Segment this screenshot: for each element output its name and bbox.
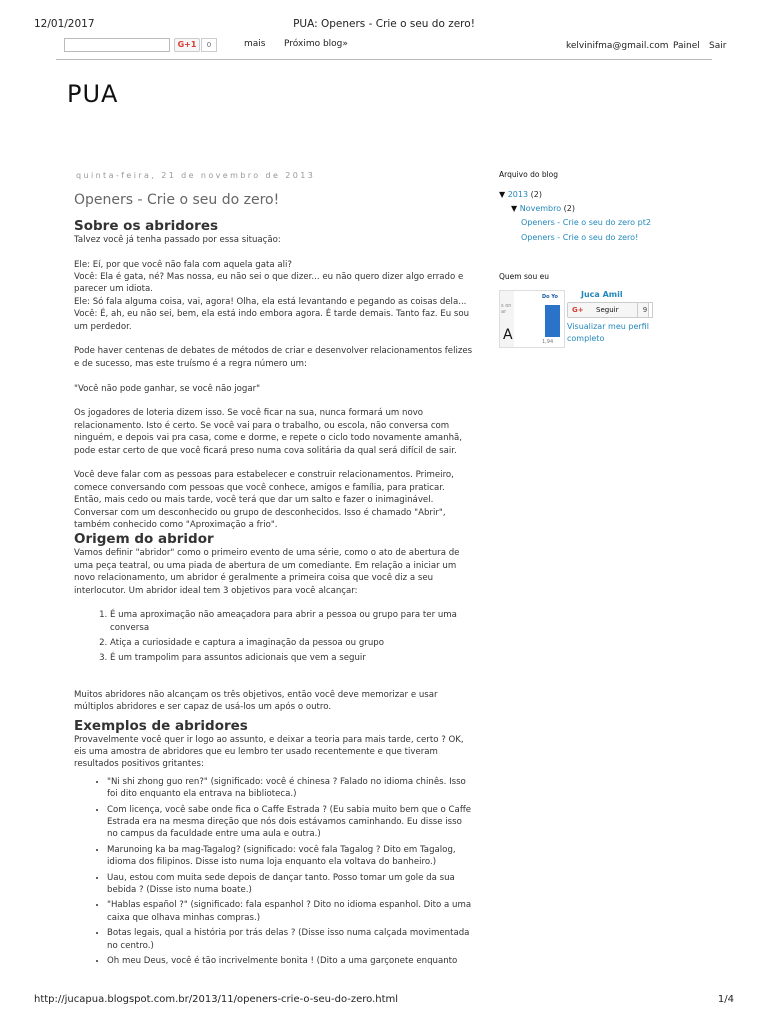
print-header	[34, 18, 734, 32]
paragraph: Provavelmente você quer ir logo ao assunto, e deixar a teoria para mais tarde, certo ? OK, eis uma amostra de abridores que eu lembro ter usado recentemente e que tiveram resultados positivos gritantes:	[74, 734, 464, 770]
blogger-navbar	[56, 36, 727, 56]
triangle-down-icon[interactable]: ▼	[499, 190, 506, 199]
gplus-count: 0	[201, 38, 217, 52]
archive-month-link[interactable]: Novembro	[519, 204, 562, 213]
archive-month-count: (2)	[563, 204, 576, 213]
archive-year-link[interactable]: 2013	[507, 190, 529, 199]
next-blog-link[interactable]: Próximo blog»	[284, 39, 348, 49]
list-item: • Uau, estou com muita sede depois de dançar tanto. Posso tomar um gole da sua bebida ? (Disse isto numa boate.)	[107, 872, 474, 897]
paragraph: Você deve falar com as pessoas para estabelecer e construir relacionamentos. Primeiro, comece conversando com pessoas que você conhece, amigos e família, para praticar. Então, mais cedo ou mais tarde, você terá que dar um salto e fazer o inimaginável. Conversar com um desconhecido ou grupo de desconhecidos. Isso é chamado "Abrir", também conhecido como "Aproximação a frio".	[74, 470, 454, 531]
print-footer	[34, 994, 734, 1008]
sign-out-link[interactable]: Sair	[709, 41, 727, 51]
follower-count: 9	[637, 302, 653, 318]
navbar-divider	[56, 59, 712, 60]
print-url: http://jucapua.blogspot.com.br/2013/11/openers-crie-o-seu-do-zero.html	[34, 994, 399, 1005]
more-link[interactable]: mais	[244, 39, 266, 49]
post-body	[74, 170, 474, 970]
print-page-number: 1/4	[717, 994, 734, 1005]
view-profile-link[interactable]: Visualizar meu perfil completo	[567, 322, 649, 343]
search-input[interactable]	[64, 38, 170, 52]
print-date: 12/01/2017	[34, 18, 95, 30]
profile-name-link[interactable]: Juca Amil	[581, 290, 623, 299]
list-item: 2. Atiça a curiosidade e captura a imaginação da pessoa ou grupo	[110, 637, 474, 649]
objectives-list	[74, 609, 474, 665]
list-item: • Oh meu Deus, você é tão incrivelmente bonita ! (Dito a uma garçonete enquanto	[107, 955, 474, 967]
archive-month[interactable]	[511, 204, 575, 213]
profile-image[interactable]	[499, 290, 565, 348]
triangle-down-icon[interactable]: ▼	[511, 204, 518, 213]
thumbnail-header: Do Yo	[542, 294, 558, 300]
archive-post-link[interactable]: Openers - Crie o seu do zero!	[521, 233, 639, 242]
thumbnail-text: s on	[501, 303, 512, 309]
dashboard-link[interactable]: Painel	[673, 41, 700, 51]
archive-title: Arquivo do blog	[499, 170, 559, 179]
thumbnail-bar	[545, 305, 560, 337]
blog-title[interactable]: PUA	[67, 80, 119, 108]
archive-post-link[interactable]: Openers - Crie o seu do zero pt2	[521, 218, 651, 227]
post-date: quinta-feira, 21 de novembro de 2013	[76, 171, 316, 180]
archive-year-count: (2)	[530, 190, 542, 199]
gplus-one-button[interactable]: G+1	[174, 38, 200, 52]
list-item: • Com licença, você sabe onde fica o Caffe Estrada ? (Eu sabia muito bem que o Caffe Estrada era na mesma direção que nós dois estávamos caminhando. Eu disse isso no campus da faculdade entre uma aula e outra.)	[107, 804, 474, 841]
list-item: 1. É uma aproximação não ameaçadora para abrir a pessoa ou grupo para ter uma conversa	[110, 609, 474, 634]
follow-label: Seguir	[596, 306, 619, 314]
list-item: • Marunoing ka ba mag-Tagalog? (significado: você fala Tagalog ? Dito em Tagalog, idioma dos filipinos. Disse isto numa loja enquanto ela voltava do banheiro.)	[107, 844, 474, 869]
thumbnail-letter: A	[503, 327, 513, 343]
paragraph: Talvez você já tenha passado por essa situação:	[74, 234, 281, 245]
section-heading: Origem do abridor	[74, 531, 214, 548]
sidebar	[499, 170, 689, 345]
section-heading: Sobre os abridores	[74, 217, 219, 234]
paragraph: Muitos abridores não alcançam os três objetivos, então você deve memorizar e usar múltiplos abridores e ser capaz de usá-los um após o outro.	[74, 689, 438, 713]
section-heading: Exemplos de abridores	[74, 717, 248, 734]
paragraph: Vamos definir "abridor" como o primeiro evento de uma série, como o ato de abertura de uma peça teatral, ou uma piada de abertura de um comediante. Em relação a iniciar um novo relacionamento, um abridor é geralmente a primeira coisa que você diz a seu interlocutor. Um abridor ideal tem 3 objetivos para você alcançar:	[74, 548, 460, 596]
paragraph: "Você não pode ganhar, se você não jogar"	[74, 383, 261, 394]
list-item: 3. É um trampolim para assuntos adicionais que vem a seguir	[110, 652, 474, 664]
list-item: • "Ni shi zhong guo ren?" (significado: você é chinesa ? Falado no idioma chinês. Isso foi dito enquanto ela entrava na biblioteca.)	[107, 776, 474, 801]
post-title[interactable]: Openers - Crie o seu do zero!	[74, 192, 280, 209]
list-item: • Botas legais, qual a história por trás delas ? (Disse isso numa calçada movimentada no centro.)	[107, 927, 474, 952]
gplus-icon: G+	[572, 306, 584, 314]
thumbnail-text: ar	[501, 309, 507, 315]
user-email: kelvinifma@gmail.com	[566, 41, 669, 51]
archive-year[interactable]	[499, 190, 542, 199]
thumbnail-value: 1,94	[542, 339, 554, 345]
paragraph: Ele: Eí, por que você não fala com aquela gata ali? Você: Ela é gata, né? Mas nossa, eu não sei o que dizer... eu não quero dizer algo errado e parecer um idiota. Ele: Só fala alguma coisa, vai, agora! Olha, ela está levantando e pegando as coisas dela... Você: É, ah, eu não sei, bem, ela está indo embora agora. É tarde demais. Tanto faz. Eu sou um perdedor.	[74, 259, 470, 332]
about-title: Quem sou eu	[499, 272, 549, 281]
list-item: • "Hablas español ?" (significado: fala espanhol ? Dito no idioma espanhol. Dito a uma caixa que olhava minhas compras.)	[107, 899, 474, 924]
examples-list	[74, 776, 474, 968]
print-title: PUA: Openers - Crie o seu do zero!	[293, 18, 475, 30]
paragraph: Os jogadores de loteria dizem isso. Se você ficar na sua, nunca formará um novo relacionamento. Isto é certo. Se você vai para o trabalho, ou escola, não conversa com ninguém, e depois vai pra casa, come e dorme, e repete o ciclo todo novamente amanhã, pode estar certo de que você ficará preso numa cova solitária da qual será difícil de sair.	[74, 408, 463, 456]
paragraph: Pode haver centenas de debates de métodos de criar e desenvolver relacionamentos felizes e de sucesso, mas este truísmo é a regra número um:	[74, 346, 473, 369]
